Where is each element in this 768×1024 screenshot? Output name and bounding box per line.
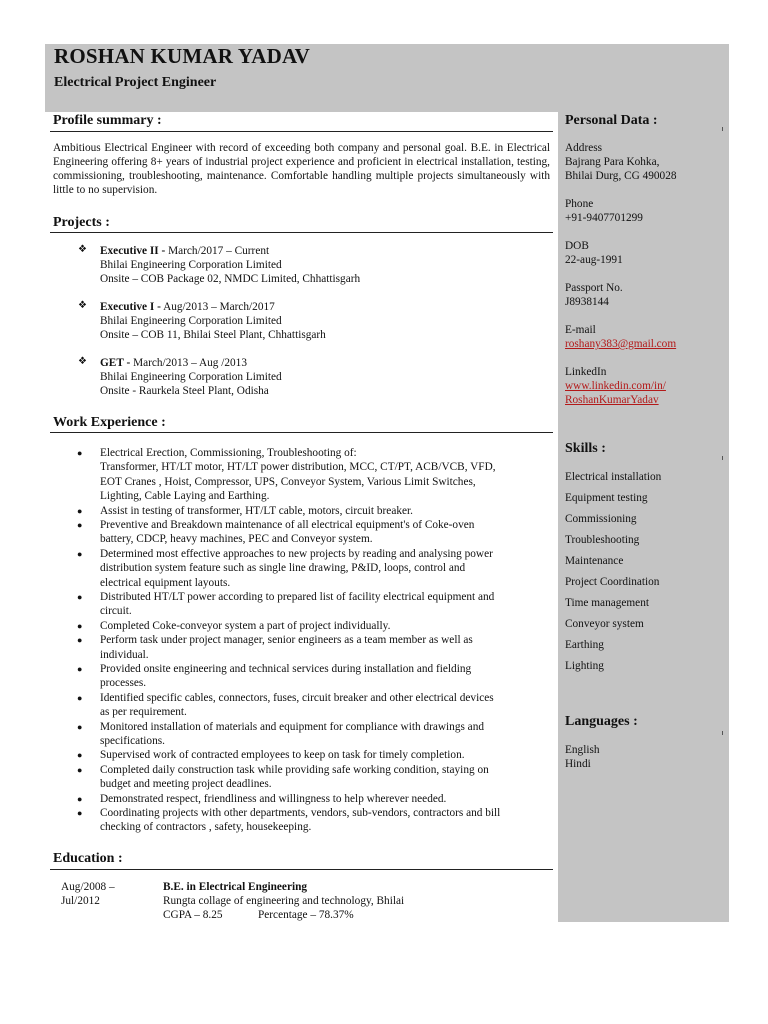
bullet-icon: ●	[77, 620, 83, 631]
bullet-icon: ●	[77, 505, 83, 516]
experience-line: Perform task under project manager, senior engineers as a team member as well as	[100, 634, 473, 647]
experience-line: EOT Cranes , Hoist, Compressor, UPS, Conveyor System, Various Limit Switches,	[100, 475, 476, 488]
skill-item: Electrical installation	[565, 471, 662, 483]
experience-line: distribution system feature such as single line drawing, P&ID, loops, control and	[100, 562, 466, 575]
experience-line: Assist in testing of transformer, HT/LT cable, motors, circuit breaker.	[100, 504, 413, 517]
experience-line: Monitored installation of materials and equipment for compliance with drawings and	[100, 720, 484, 733]
education-cgpa: CGPA – 8.25	[163, 909, 223, 921]
experience-line: circuit.	[100, 605, 132, 618]
bullet-icon: ●	[77, 548, 83, 559]
experience-line: battery, CDCP, heavy machines, PEC and Conveyor system.	[100, 533, 373, 546]
passport-label: Passport No.	[565, 282, 623, 294]
project-line1	[100, 244, 269, 258]
project-dates: March/2017 – Current	[168, 245, 270, 257]
experience-line: Identified specific cables, connectors, fuses, circuit breaker and other electrical devices	[100, 691, 494, 704]
experience-line: Completed daily construction task while providing safe working condition, staying on	[100, 763, 489, 776]
experience-line: Transformer, HT/LT motor, HT/LT power distribution, MCC, CT/PT, ACB/VCB, VFD,	[100, 461, 496, 474]
experience-line: Lighting, Cable Laying and Earthing.	[100, 490, 270, 503]
linkedin-link-line2[interactable]: RoshanKumarYadav	[565, 394, 659, 406]
experience-line: Determined most effective approaches to new projects by reading and analysing power	[100, 547, 493, 560]
skill-item: Lighting	[565, 660, 604, 672]
heading-tick	[722, 456, 723, 460]
candidate-name: ROSHAN KUMAR YADAV	[54, 44, 311, 68]
project-role: GET -	[100, 357, 131, 369]
experience-line: Coordinating projects with other departments, vendors, sub-vendors, contractors and bill	[100, 807, 501, 819]
experience-line: individual.	[100, 648, 149, 661]
experience-line: as per requirement.	[100, 706, 187, 719]
skill-item: Maintenance	[565, 555, 624, 567]
bullet-icon: ●	[77, 692, 83, 703]
project-site: Onsite - Raurkela Steel Plant, Odisha	[100, 385, 269, 397]
project-role: Executive I -	[100, 301, 161, 313]
education-college: Rungta collage of engineering and technology, Bhilai	[163, 895, 405, 907]
projects-heading: Projects :	[53, 215, 110, 230]
bullet-icon: ●	[77, 808, 83, 818]
education-date-start: Aug/2008 –	[61, 881, 115, 893]
skill-item: Conveyor system	[565, 618, 644, 630]
bullet-icon: ●	[77, 635, 83, 646]
education-date-end: Jul/2012	[61, 895, 100, 907]
dob-label: DOB	[565, 240, 589, 252]
phone-value: +91-9407701299	[565, 212, 643, 224]
bullet-icon: ●	[77, 793, 83, 804]
diamond-bullet-icon: ❖	[78, 244, 87, 255]
linkedin-link-line1[interactable]: www.linkedin.com/in/	[565, 380, 666, 392]
skill-item: Commissioning	[565, 513, 637, 525]
skill-item: Time management	[565, 597, 649, 609]
education-rule	[50, 869, 553, 870]
bullet-icon: ●	[77, 721, 83, 732]
project-site: Onsite – COB 11, Bhilai Steel Plant, Chhattisgarh	[100, 329, 326, 341]
experience-line: Provided onsite engineering and technical services during installation and fielding	[100, 663, 472, 675]
heading-tick	[722, 127, 723, 131]
diamond-bullet-icon: ❖	[78, 356, 87, 367]
experience-line: Completed Coke-conveyor system a part of project individually.	[100, 619, 391, 632]
bullet-icon: ●	[77, 664, 83, 674]
language-item: English	[565, 744, 600, 756]
experience-line: Distributed HT/LT power according to prepared list of facility electrical equipment and	[100, 591, 495, 603]
project-dates: March/2013 – Aug /2013	[133, 357, 247, 369]
experience-heading: Work Experience :	[53, 415, 166, 430]
languages-heading: Languages :	[565, 714, 638, 729]
email-label: E-mail	[565, 324, 596, 336]
diamond-bullet-icon: ❖	[78, 300, 87, 311]
skill-item: Project Coordination	[565, 576, 660, 588]
experience-line: specifications.	[100, 735, 165, 747]
phone-label: Phone	[565, 198, 594, 210]
skill-item: Troubleshooting	[565, 534, 640, 546]
bullet-icon: ●	[77, 448, 83, 458]
email-link[interactable]: roshany383@gmail.com	[565, 338, 677, 350]
personal-heading: Personal Data :	[565, 113, 658, 128]
skill-item: Equipment testing	[565, 492, 648, 504]
skill-item: Earthing	[565, 639, 604, 651]
bullet-icon: ●	[77, 750, 83, 761]
candidate-title: Electrical Project Engineer	[54, 75, 217, 90]
project-company: Bhilai Engineering Corporation Limited	[100, 371, 282, 383]
heading-tick	[722, 731, 723, 735]
projects-rule	[50, 232, 553, 233]
profile-rule	[50, 131, 553, 132]
skills-heading: Skills :	[565, 441, 606, 456]
project-line1	[100, 356, 247, 370]
linkedin-label: LinkedIn	[565, 366, 607, 378]
project-role: Executive II -	[100, 245, 166, 257]
project-site: Onsite – COB Package 02, NMDC Limited, Chhattisgarh	[100, 273, 361, 285]
address-line2: Bhilai Durg, CG 490028	[565, 170, 677, 182]
address-line1: Bajrang Para Kohka,	[565, 156, 660, 168]
experience-rule	[50, 432, 553, 433]
passport-value: J8938144	[565, 296, 609, 308]
experience-line: checking of contractors , safety, housekeeping.	[100, 821, 312, 834]
language-item: Hindi	[565, 758, 591, 770]
dob-value: 22-aug-1991	[565, 254, 623, 266]
project-company: Bhilai Engineering Corporation Limited	[100, 259, 282, 271]
project-company: Bhilai Engineering Corporation Limited	[100, 315, 282, 327]
experience-line: processes.	[100, 677, 147, 690]
experience-line: Electrical Erection, Commissioning, Troubleshooting of:	[100, 447, 357, 459]
bullet-icon: ●	[77, 764, 83, 775]
experience-line: Supervised work of contracted employees to keep on task for timely completion.	[100, 749, 465, 762]
experience-line: Preventive and Breakdown maintenance of all electrical equipment's of Coke-oven	[100, 519, 475, 531]
address-label: Address	[565, 142, 603, 154]
resume-header	[45, 44, 729, 112]
bullet-icon: ●	[77, 520, 83, 530]
project-dates: Aug/2013 – March/2017	[163, 301, 275, 313]
project-line1	[100, 300, 275, 314]
bullet-icon: ●	[77, 592, 83, 602]
education-heading: Education :	[53, 851, 123, 866]
education-degree: B.E. in Electrical Engineering	[163, 881, 308, 893]
experience-line: budget and meeting project deadlines.	[100, 778, 272, 791]
profile-heading: Profile summary :	[53, 113, 162, 128]
profile-text: Ambitious Electrical Engineer with record of exceeding both company and personal goal. B.E. in Electrical Engineering offering 8+ years of industrial project experience and proficient in electrical installation, testing, commissioning, troubleshooting, maintenance. Comfortable handling multiple projects simultaneously with little to no supervision.	[53, 142, 550, 196]
experience-line: electrical equipment layouts.	[100, 576, 231, 589]
education-percentage: Percentage – 78.37%	[258, 909, 354, 921]
experience-line: Demonstrated respect, friendliness and willingness to help wherever needed.	[100, 792, 447, 805]
